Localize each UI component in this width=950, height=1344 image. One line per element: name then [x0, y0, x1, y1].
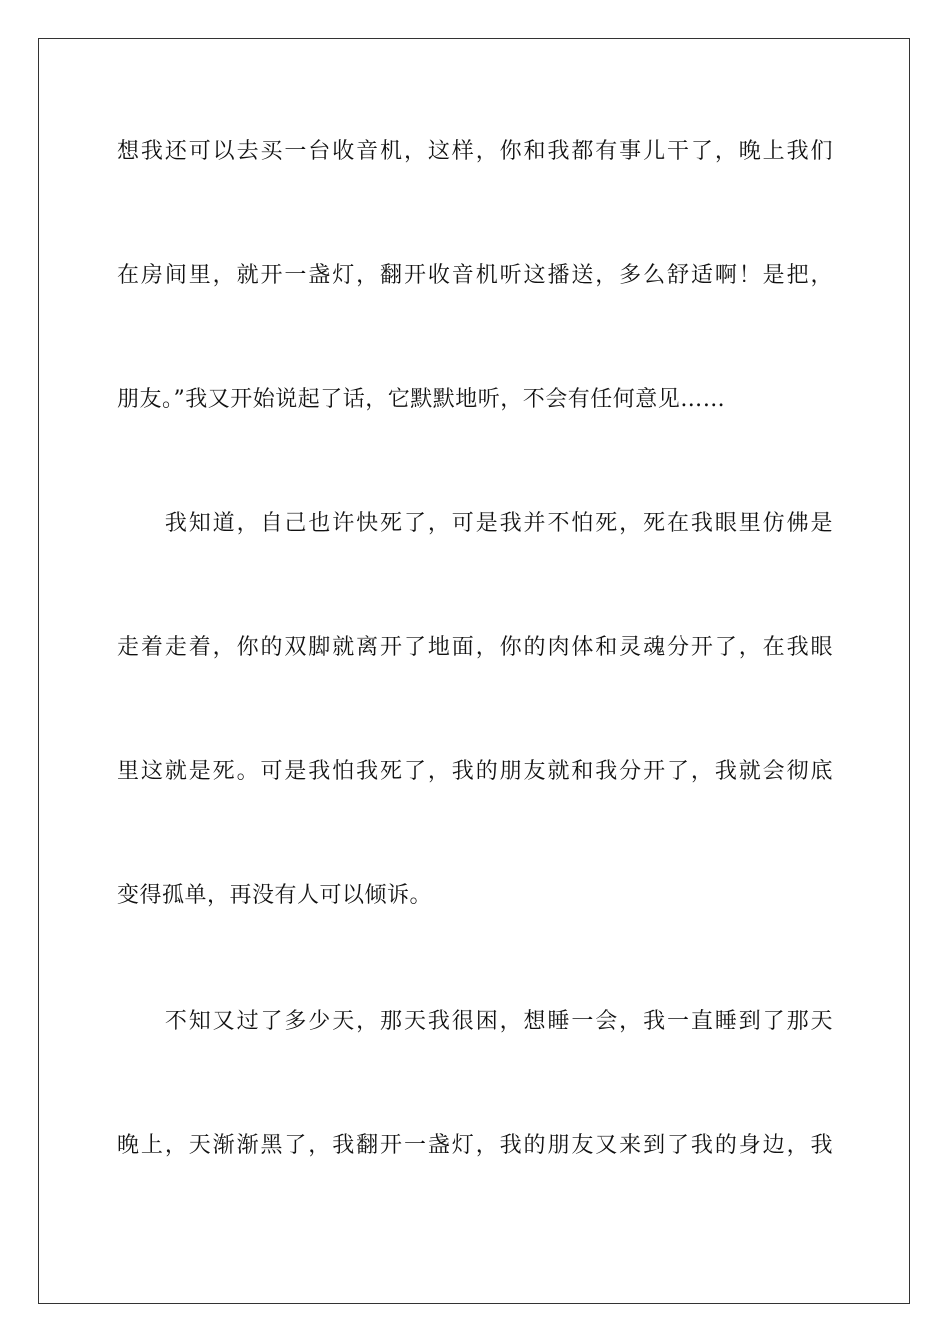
page-border: [38, 38, 910, 1304]
text-line-4: 我知道，自己也许快死了，可是我并不怕死，死在我眼里仿佛是: [117, 511, 833, 536]
text-line-7: 变得孤单，再没有人可以倾诉。: [117, 883, 433, 908]
text-line-9: 晚上，天渐渐黑了，我翻开一盏灯，我的朋友又来到了我的身边，我: [117, 1133, 833, 1158]
text-line-3: 朋友。”我又开始说起了话，它默默地听，不会有任何意见……: [117, 387, 726, 412]
text-line-5: 走着走着，你的双脚就离开了地面，你的肉体和灵魂分开了，在我眼: [117, 635, 833, 660]
text-line-1: 想我还可以去买一台收音机，这样，你和我都有事儿干了，晚上我们: [117, 139, 833, 164]
text-line-6: 里这就是死。可是我怕我死了，我的朋友就和我分开了，我就会彻底: [117, 759, 833, 784]
text-line-2: 在房间里，就开一盏灯，翻开收音机听这播送，多么舒适啊！是把，: [117, 263, 833, 288]
text-line-8: 不知又过了多少天，那天我很困，想睡一会，我一直睡到了那天: [117, 1009, 833, 1034]
